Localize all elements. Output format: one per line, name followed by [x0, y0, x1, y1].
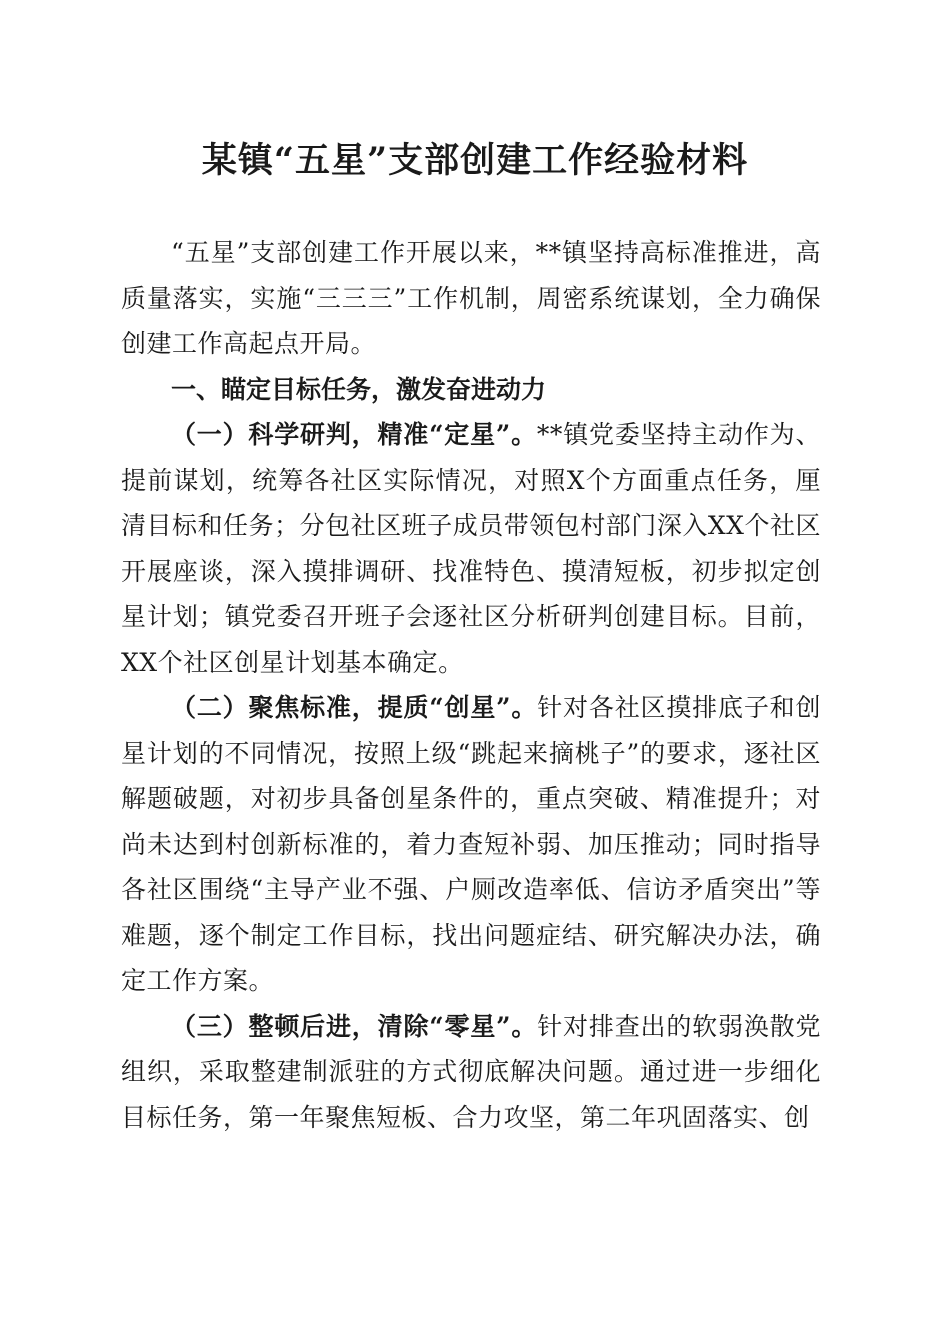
paragraph-text: **镇党委坚持主动作为、提前谋划，统筹各社区实际情况，对照X个方面重点任务，厘清目标和任务；分包社区班子成员带领包村部门深入XX个社区开展座谈，深入摸排调研、找准特色、摸清短板，初步拟定创星计划；镇党委召开班子会逐社区分析研判创建目标。目前，XX个社区创星计划基本确定。 [121, 420, 821, 677]
document-body [121, 230, 821, 1140]
paragraph-lead: （一）科学研判，精准“定星”。 [171, 420, 537, 449]
paragraph-text: 针对排查出的软弱涣散党组织，采取整建制派驻的方式彻底解决问题。通过进一步细化目标任务，第一年聚焦短板、合力攻坚，第二年巩固落实、创 [121, 1011, 821, 1132]
paragraph-item-1 [121, 412, 821, 685]
paragraph-item-3 [121, 1004, 821, 1141]
section-heading: 一、瞄定目标任务，激发奋进动力 [171, 374, 547, 404]
paragraph-item-2 [121, 685, 821, 1004]
document-title: 某镇“五星”支部创建工作经验材料 [201, 140, 749, 181]
paragraph-lead: （三）整顿后进，清除“零星”。 [171, 1011, 538, 1041]
paragraph-lead: （二）聚焦标准，提质“创星”。 [171, 693, 538, 722]
intro-paragraph: “五星”支部创建工作开展以来，**镇坚持高标准推进，高质量落实，实施“三三三”工作机制，周密系统谋划，全力确保创建工作高起点开局。 [121, 238, 821, 358]
paragraph-text: 针对各社区摸排底子和创星计划的不同情况，按照上级“跳起来摘桃子”的要求，逐社区解题破题，对初步具备创星条件的，重点突破、精准提升；对尚未达到村创新标准的，着力查短补弱、加压推动；同时指导各社区围绕“主导产业不强、户厕改造率低、信访矛盾突出”等难题，逐个制定工作目标，找出问题症结、研究解决办法，确定工作方案。 [121, 693, 821, 995]
